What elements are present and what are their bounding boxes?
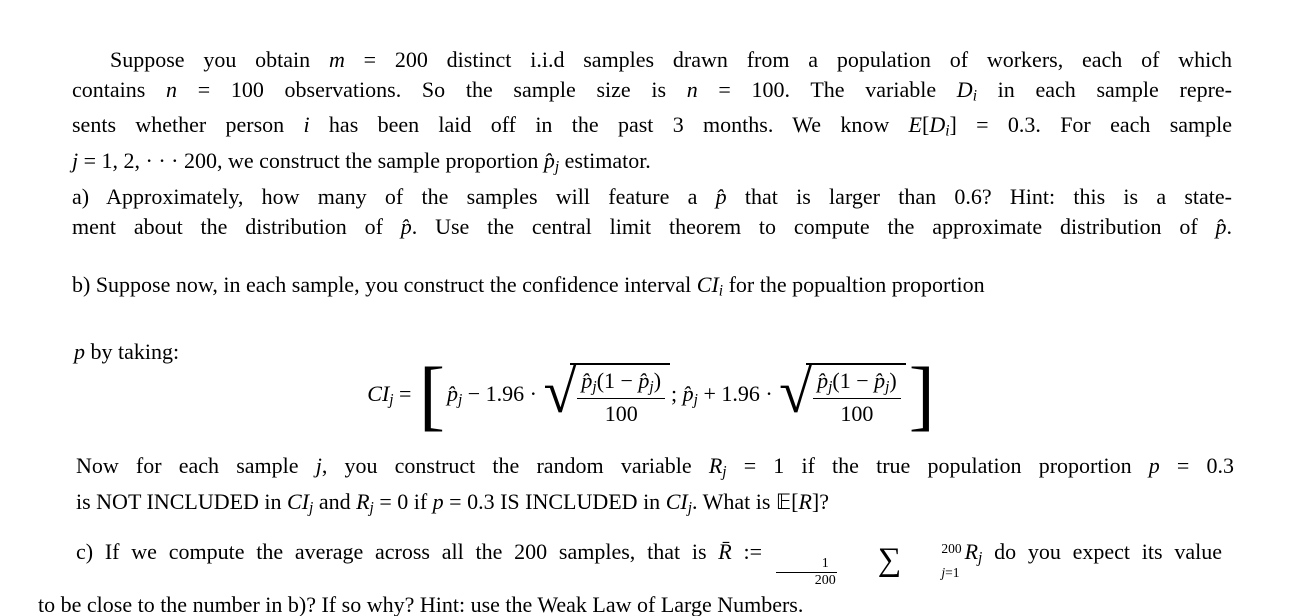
text-run: p̂	[1215, 213, 1227, 239]
radicand-2	[806, 363, 906, 427]
text-run: i	[303, 112, 310, 138]
bound-separator	[671, 381, 778, 409]
text-line-part-a-2	[72, 212, 1232, 242]
paragraph-part-c	[38, 537, 1222, 616]
text-run: j	[389, 391, 394, 409]
text-run: E	[908, 112, 922, 138]
paragraph-part-b	[72, 270, 1262, 306]
text-run: for the popualtion proportion	[723, 272, 985, 297]
text-run: by taking:	[85, 339, 180, 364]
text-line-r-def-1	[76, 451, 1234, 487]
text-run: D	[956, 76, 973, 102]
text-run: a) Approximately, how many of the samples will feature a	[72, 184, 716, 210]
text-run: that is larger than 0.6? Hint: this is a state-	[726, 184, 1232, 210]
text-run: m	[328, 47, 345, 72]
text-run: j	[309, 499, 314, 517]
text-run: is NOT INCLUDED in	[76, 488, 288, 514]
text-run: p̂	[715, 184, 727, 210]
text-run: CI	[696, 272, 719, 297]
text-run: =1	[945, 564, 960, 580]
fraction-1	[577, 367, 665, 427]
text-run: .	[1226, 213, 1232, 239]
text-run: ;	[671, 380, 683, 406]
text-run: j	[554, 158, 560, 176]
inline-fraction-denominator: 200	[776, 572, 837, 589]
fraction-2	[813, 367, 901, 427]
square-root-1	[543, 359, 670, 427]
text-run: = 1 if the true population proportion	[726, 453, 1149, 478]
radical-icon: √	[543, 359, 577, 426]
text-run: = 0.3	[1159, 453, 1234, 478]
text-run: j	[457, 391, 463, 409]
text-run: = 100. The variable	[697, 76, 957, 102]
text-run: (1 −	[596, 367, 639, 393]
text-run: j	[687, 499, 692, 517]
r-bar-definition	[76, 539, 774, 564]
text-run: j	[72, 148, 79, 174]
text-run: ] = 0.3. For each sample	[949, 112, 1233, 138]
text-run: p	[1148, 453, 1160, 478]
text-run: CI	[367, 380, 390, 406]
text-line-intro-4	[72, 146, 1232, 182]
fraction-denominator	[813, 398, 901, 428]
text-run: estimator.	[559, 148, 651, 174]
text-run: j	[693, 391, 698, 409]
text-line-part-a-1	[72, 182, 1232, 212]
text-run: p	[432, 488, 444, 514]
text-run: p̂	[400, 213, 412, 239]
text-run: contains	[72, 76, 167, 102]
text-run: j	[722, 463, 727, 481]
text-run: b) Suppose now, in each sample, you construct the confidence interval	[72, 272, 697, 297]
text-run: p̂	[817, 367, 829, 393]
summation-limits	[903, 541, 961, 580]
text-run: D	[929, 112, 946, 138]
text-run: i	[945, 122, 950, 140]
text-run: Suppose you obtain	[110, 47, 329, 72]
text-run: [	[791, 488, 799, 514]
text-run: . What is	[691, 488, 776, 514]
fraction-numerator	[577, 367, 665, 398]
text-run: )	[889, 367, 897, 393]
radicand-1	[570, 363, 670, 427]
text-run: i	[972, 86, 977, 104]
inline-fraction-numerator: 1	[821, 556, 829, 572]
text-line-part-c-2	[38, 590, 1222, 616]
text-run: 100	[840, 400, 874, 426]
text-run: [	[922, 112, 930, 138]
paragraph-r-definition	[76, 451, 1234, 523]
formula-lhs	[367, 381, 417, 409]
inline-fraction	[776, 556, 837, 589]
text-run: + 1.96 ·	[697, 380, 779, 406]
text-run: j	[941, 564, 946, 580]
summation-upper-limit	[903, 542, 961, 556]
text-run: ment about the distribution of	[72, 213, 401, 239]
text-run: n	[166, 76, 178, 102]
summation-expression	[840, 541, 962, 580]
text-run: p̂	[874, 367, 886, 393]
text-run: =	[393, 380, 417, 406]
text-run: CI	[665, 488, 688, 514]
text-run: j	[828, 378, 833, 396]
fraction-numerator	[813, 367, 901, 398]
text-run: has been laid off in the past 3 months. We know	[309, 112, 909, 138]
text-run: = 100 observations. So the sample size is	[177, 76, 687, 102]
text-run: sents whether person	[72, 112, 304, 138]
text-run: p̂	[581, 367, 593, 393]
summation-icon: ∑	[877, 542, 902, 578]
text-run: p̂	[682, 380, 694, 406]
paragraph-intro	[72, 45, 1232, 241]
text-run: p̂	[446, 380, 458, 406]
text-run: i	[718, 282, 724, 300]
text-run: = 1, 2, · · · 200, we construct the sample proportion	[78, 148, 544, 174]
text-run: j	[592, 378, 597, 396]
text-run: j	[369, 499, 374, 517]
text-run: )	[653, 367, 662, 393]
text-run: = 0 if	[373, 488, 433, 514]
text-run: n	[686, 76, 698, 102]
text-run: j	[315, 453, 322, 478]
text-run: R̄	[718, 539, 732, 564]
text-run: , you construct the random variable	[321, 453, 709, 478]
text-run: R	[356, 488, 370, 514]
text-run: CI	[287, 488, 310, 514]
text-run: R	[964, 539, 979, 564]
open-bracket: [	[418, 351, 445, 438]
text-run: do you expect its value	[982, 539, 1222, 564]
text-run: and	[313, 488, 357, 514]
text-run: j	[885, 378, 890, 396]
text-run: Now for each sample	[76, 453, 316, 478]
square-root-2	[779, 359, 906, 427]
text-run: − 1.96 ·	[462, 380, 543, 406]
text-line-intro-2	[72, 75, 1232, 111]
text-line-intro-3	[72, 110, 1232, 146]
text-run: (1 −	[832, 367, 875, 393]
text-run: :=	[731, 539, 774, 564]
fraction-denominator	[577, 398, 665, 428]
text-line-part-c-1	[38, 537, 1222, 590]
text-run: p̂	[638, 367, 650, 393]
text-run: = 200 distinct i.i.d samples drawn from a population of workers, each of which	[344, 47, 1232, 72]
text-run: 100	[604, 400, 638, 426]
text-run: . Use the central limit theorem to compute the approximate distribution of	[411, 213, 1216, 239]
text-run: R	[708, 453, 723, 478]
radical-icon: √	[779, 359, 813, 426]
text-run: ]?	[811, 488, 830, 514]
lower-bound-expression	[447, 381, 543, 409]
text-run: 200	[941, 541, 962, 556]
text-run: c) If we compute the average across all the 200 samples, that is	[76, 539, 719, 564]
part-c-question	[964, 539, 1222, 567]
text-run: = 0.3 IS INCLUDED in	[443, 488, 666, 514]
text-line-intro-1	[72, 45, 1232, 75]
text-line-r-def-2	[76, 487, 1234, 523]
text-run: in each sample repre-	[976, 76, 1232, 102]
text-run: j	[978, 549, 983, 567]
close-bracket: ]	[908, 351, 935, 438]
text-run: p̂	[543, 148, 555, 174]
text-run: to be close to the number in b)? If so why? Hint: use the Weak Law of Large Numbers.	[38, 591, 804, 616]
text-run: p	[74, 339, 85, 364]
text-run: R	[798, 488, 812, 514]
text-run: 𝔼	[775, 489, 792, 514]
summation-lower-limit	[903, 566, 961, 580]
text-run: j	[649, 378, 654, 396]
